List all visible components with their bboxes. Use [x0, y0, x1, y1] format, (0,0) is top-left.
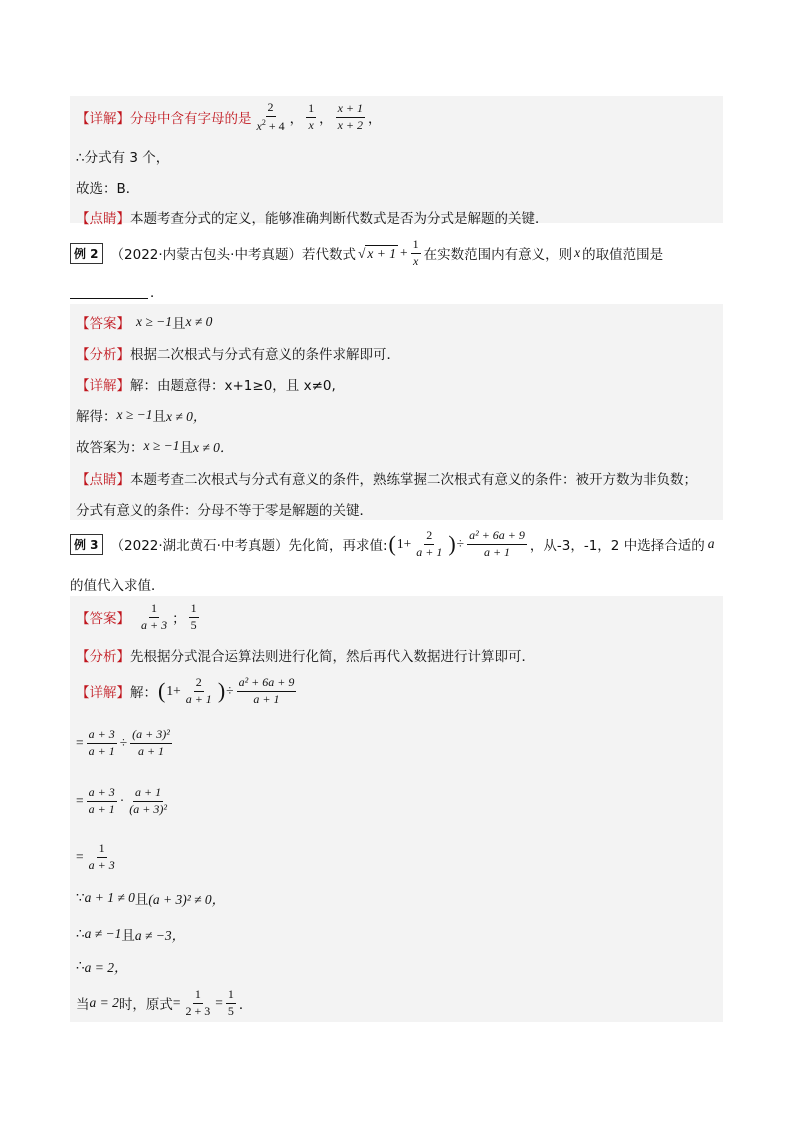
step-3: = $\frac{1}{a + 3}$	[76, 840, 115, 872]
answer-line: 【答案】 $\frac{1}{a + 3}$ ； $\frac{1}{5}$	[76, 600, 197, 632]
note-line: 【点睛】 本题考查二次根式与分式有意义的条件，熟练掌握二次根式有意义的条件：被开方数为非负数；	[76, 472, 697, 488]
section-1-solution	[70, 96, 723, 227]
substitution-line: 当 a = 2 时，原式 = $\frac{1}{2 + 3}$ = $\frac{1}{5}$ ．	[76, 986, 253, 1018]
detail-line: 【详解】 分母中含有字母的是 $\frac{2}{x^2 + 4}$ ， $\frac{1}{x}$ ， $\frac{x + 1}{x + 2}$ ，	[76, 99, 382, 133]
note-line-2: 分式有意义的条件：分母不等于零是解题的关键．	[76, 503, 373, 519]
detail-line: 【详解】 解： ( 1+ $\frac{2}{a + 1}$ ) ÷ $\frac{\text{a² + 6a + 9}}{a + 1}$	[76, 674, 295, 706]
note-text: 本题考查分式的定义，能够准确判断代数式是否为分式是解题的关键．	[130, 211, 549, 227]
final-answer-line: 故答案为： x ≥ −1 且 x ≠ 0．	[76, 438, 234, 456]
choice-line: 故选：B．	[76, 181, 140, 197]
therefore-line-1: ∴ a ≠ −1 且 a ≠ −3，	[76, 926, 186, 944]
fraction-2-over-x2-plus-4: $\frac{2}{x^2 + 4}$	[256, 99, 285, 133]
answer-line: 【答案】 x ≥ −1 且 x ≠ 0	[76, 314, 213, 332]
fraction-1-over-x: $\frac{1}{x}$	[412, 236, 419, 268]
fraction-x-plus-1-over-x-plus-2: $\frac{x + 1}{x + 2}$	[337, 100, 364, 132]
note-line	[76, 207, 549, 227]
count-line: ∴分式有 3 个，	[76, 150, 170, 166]
analysis-line: 【分析】 先根据分式混合运算法则进行化简，然后再代入数据进行计算即可．	[76, 649, 535, 665]
example-label: 例 3	[70, 534, 103, 555]
note-tag: 【点睛】	[76, 211, 130, 227]
example-label: 例 2	[70, 243, 103, 264]
question-source: （2022·内蒙古包头·中考真题）若代数式	[110, 247, 356, 263]
sqrt-expression: √ x + 1	[357, 245, 397, 261]
analysis-line: 【分析】 根据二次根式与分式有意义的条件求解即可．	[76, 347, 400, 363]
detail-intro: 分母中含有字母的是	[130, 111, 252, 127]
fraction-1-over-x: $\frac{1}{x}$	[308, 100, 315, 132]
detail-line: 【详解】 解：由题意得：x+1≥0，且 x≠0,	[76, 378, 336, 394]
question-source: （2022·湖北黄石·中考真题）先化简，再求值:	[110, 538, 388, 554]
condition-line: ∵ a + 1 ≠ 0 且 (a + 3)² ≠ 0，	[76, 890, 226, 908]
step-2: = $\frac{a + 3}{a + 1}$ · $\frac{a + 1}{\text{(a + 3)²}}$	[76, 784, 167, 816]
question-line-2: 的值代入求值．	[70, 578, 165, 594]
answer-blank[interactable]	[70, 284, 148, 299]
example-2-question: 例 2 （2022·内蒙古包头·中考真题）若代数式 √ x + 1 + $\frac{1}{x}$ 在实数范围内有意义，则 x 的取值范围是 ．	[70, 236, 723, 298]
detail-tag: 【详解】	[76, 111, 130, 127]
example-3-question: 例 3 （2022·湖北黄石·中考真题）先化简，再求值: ( 1+ $\frac{2}{a + 1}$ ) ÷ $\frac{\text{a² + 6a + 9}}{a + 1}$ ，从-3，-1，2 中选择合适的 a 的值代入求值．	[70, 527, 715, 594]
step-1: = $\frac{a + 3}{a + 1}$ ÷ $\frac{\text{(a + 3)²}}{a + 1}$	[76, 726, 170, 758]
example-3-solution	[70, 596, 723, 1022]
example-2-solution	[70, 304, 723, 520]
solve-line: 解得： x ≥ −1 且 x ≠ 0，	[76, 407, 207, 425]
therefore-line-2: ∴ a = 2，	[76, 958, 128, 975]
